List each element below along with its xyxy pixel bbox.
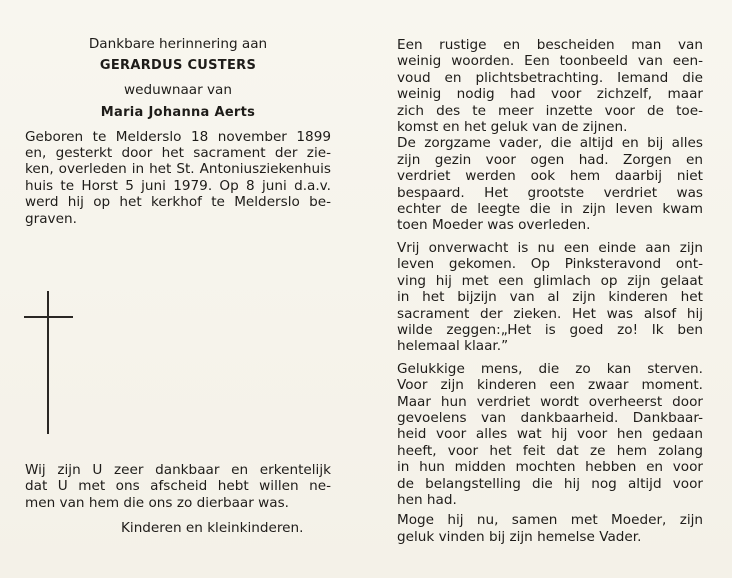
thanks-line: dat U met ons afscheid hebt willen ne- bbox=[25, 478, 331, 495]
bio-line: Geboren te Melderslo 18 november 1899 bbox=[25, 128, 331, 145]
text-line: bespaard. Het grootste verdriet was bbox=[397, 184, 703, 201]
text-line: weinig nodig had voor zichzelf, maar bbox=[397, 86, 703, 103]
text-line: Gelukkige mens, die zo kan sterven. bbox=[397, 360, 703, 377]
paragraph bbox=[397, 37, 703, 135]
text-line: Moge hij nu, samen met Moeder, zijn bbox=[397, 512, 703, 529]
text-line: Vrij onverwacht is nu een einde aan zijn bbox=[397, 239, 703, 256]
right-column bbox=[397, 37, 703, 545]
bio-line: werd hij op het kerkhof te Melderslo be- bbox=[25, 194, 331, 211]
text-line: komst en het geluk van de zijnen. bbox=[397, 119, 628, 136]
text-line: hen had. bbox=[397, 491, 457, 508]
text-line: toen Moeder was overleden. bbox=[397, 217, 591, 234]
text-line: Voor zijn kinderen een zwaar moment. bbox=[397, 377, 703, 394]
text-line: sacrament der zieken. Het was alsof hij bbox=[397, 305, 703, 322]
text-line: weinig woorden. Een toonbeeld van een- bbox=[397, 53, 703, 70]
text-line: echter de leegte die in zijn leven kwam bbox=[397, 201, 703, 218]
text-line: helemaal klaar.” bbox=[397, 338, 509, 355]
cross-icon bbox=[47, 291, 49, 434]
paragraph bbox=[397, 135, 703, 233]
bio-line: en, gesterkt door het sacrament der zie- bbox=[25, 145, 331, 162]
intro-text: Dankbare herinnering aan bbox=[88, 36, 268, 52]
thanks-block bbox=[25, 462, 331, 537]
bio-line: ken, overleden in het St. Antoniusziekenhuis bbox=[25, 161, 331, 178]
cross-icon bbox=[24, 316, 73, 318]
relation-text: weduwnaar van bbox=[123, 81, 233, 98]
spouse-name: Maria Johanna Aerts bbox=[100, 105, 256, 121]
text-line: in hun midden mochten hebben en voor bbox=[397, 459, 703, 476]
text-line: Maar hun verdriet wordt overheerst door bbox=[397, 393, 703, 410]
thanks-line: Wij zijn U zeer dankbaar en erkentelijk bbox=[25, 462, 331, 478]
text-line: Een rustige en bescheiden man van bbox=[397, 37, 703, 53]
biography bbox=[25, 129, 331, 227]
text-line: heid voor alles wat hij voor hen gedaan bbox=[397, 426, 703, 443]
paragraph bbox=[397, 361, 703, 509]
paragraph bbox=[397, 240, 703, 355]
text-line: leven gekomen. Op Pinksteravond ont- bbox=[397, 256, 703, 273]
text-line: de belangstelling die hij nog altijd voor bbox=[397, 475, 703, 492]
text-line: heeft, voor het feit dat ze hem zolang bbox=[397, 442, 703, 459]
paragraph bbox=[397, 512, 703, 545]
bio-line: huis te Horst 5 juni 1979. Op 8 juni d.a.v. bbox=[25, 177, 331, 194]
text-line: geluk vinden bij zijn hemelse Vader. bbox=[397, 528, 642, 545]
bio-line: graven. bbox=[25, 210, 77, 227]
deceased-name: GERARDUS CUSTERS bbox=[99, 58, 257, 74]
text-line: gevoelens van dankbaarheid. Dankbaar- bbox=[397, 409, 703, 426]
signature: Kinderen en kleinkinderen. bbox=[121, 520, 304, 537]
text-line: in het bijzijn van al zijn kinderen het bbox=[397, 289, 703, 306]
text-line: verdriet werden ook hem daarbij niet bbox=[397, 168, 703, 185]
text-line: voud en plichtsbetrachting. Iemand die bbox=[397, 69, 703, 86]
text-line: ving hij met een glimlach op zijn gelaat bbox=[397, 272, 703, 289]
text-line: zich des te meer inzette voor de toe- bbox=[397, 102, 703, 119]
text-line: De zorgzame vader, die altijd en bij alles bbox=[397, 135, 703, 152]
text-line: zijn gezin voor ogen had. Zorgen en bbox=[397, 151, 703, 168]
left-column bbox=[25, 36, 331, 227]
thanks-line: men van hem die ons zo dierbaar was. bbox=[25, 494, 290, 511]
text-line: wilde zeggen:„Het is goed zo! Ik ben bbox=[397, 321, 703, 338]
